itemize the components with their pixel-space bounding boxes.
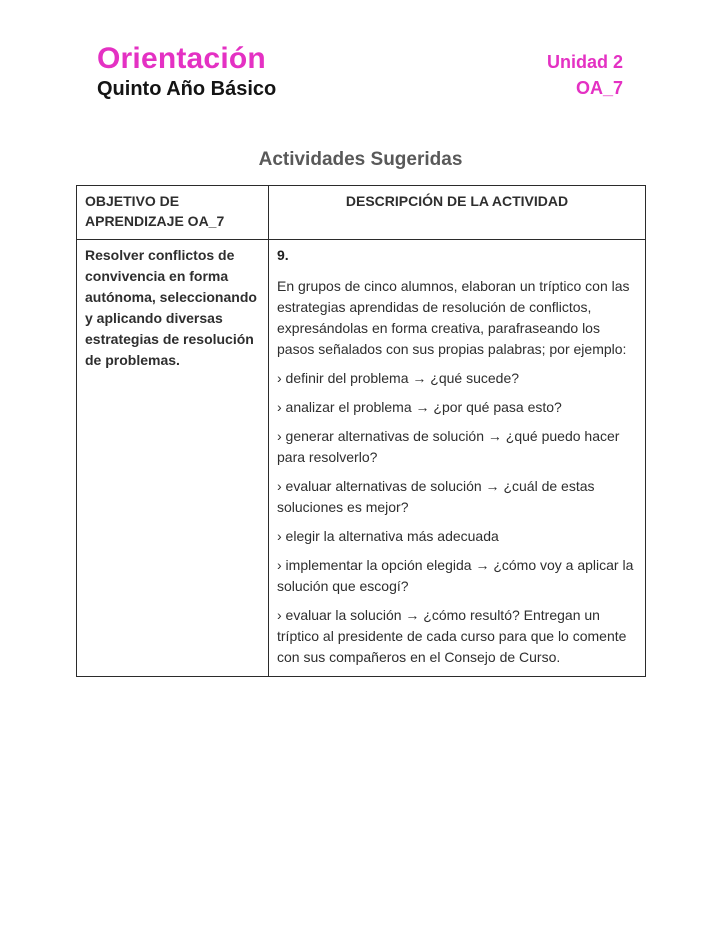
section-title: Actividades Sugeridas [258, 149, 463, 170]
document-header [97, 42, 623, 102]
header-left [97, 42, 276, 102]
activity-step: › evaluar alternativas de solución → ¿cuál de estas soluciones es mejor? [277, 478, 595, 515]
activity-number: 9. [277, 247, 289, 263]
header-right [547, 42, 623, 101]
grade-level: Quinto Año Básico [97, 78, 277, 100]
activities-table [76, 185, 646, 677]
activity-step: › elegir la alternativa más adecuada [277, 528, 499, 544]
activity-cell [269, 240, 646, 677]
table-row [77, 240, 646, 677]
column-header-description: DESCRIPCIÓN DE LA ACTIVIDAD [269, 186, 646, 240]
subject-title: Orientación [97, 42, 266, 75]
activity-step: › generar alternativas de solución → ¿qué puedo hacer para resolverlo? [277, 428, 620, 465]
objective-cell: Resolver conflictos de convivencia en forma autónoma, seleccionando y aplicando diversas estrategias de resolución de problemas. [77, 240, 269, 677]
table-header-row [77, 186, 646, 240]
activity-step: › definir del problema → ¿qué sucede? [277, 370, 520, 386]
activity-step: › evaluar la solución → ¿cómo resultó? Entregan un tríptico al presidente de cada curso para que lo comente con sus compañeros en el Consejo de Curso. [277, 607, 627, 665]
column-header-objective: OBJETIVO DE APRENDIZAJE OA_7 [77, 186, 269, 240]
oa-code-label: OA_7 [575, 78, 623, 98]
activity-intro: En grupos de cinco alumnos, elaboran un tríptico con las estrategias aprendidas de resolución de conflictos, expresándolas en forma creativa, parafraseando los pasos señalados con sus propias palabras; por ejemplo: [277, 278, 630, 357]
unit-label: Unidad 2 [546, 52, 623, 72]
activity-step: › analizar el problema → ¿por qué pasa esto? [277, 399, 562, 415]
activity-step: › implementar la opción elegida → ¿cómo voy a aplicar la solución que escogí? [277, 557, 634, 594]
